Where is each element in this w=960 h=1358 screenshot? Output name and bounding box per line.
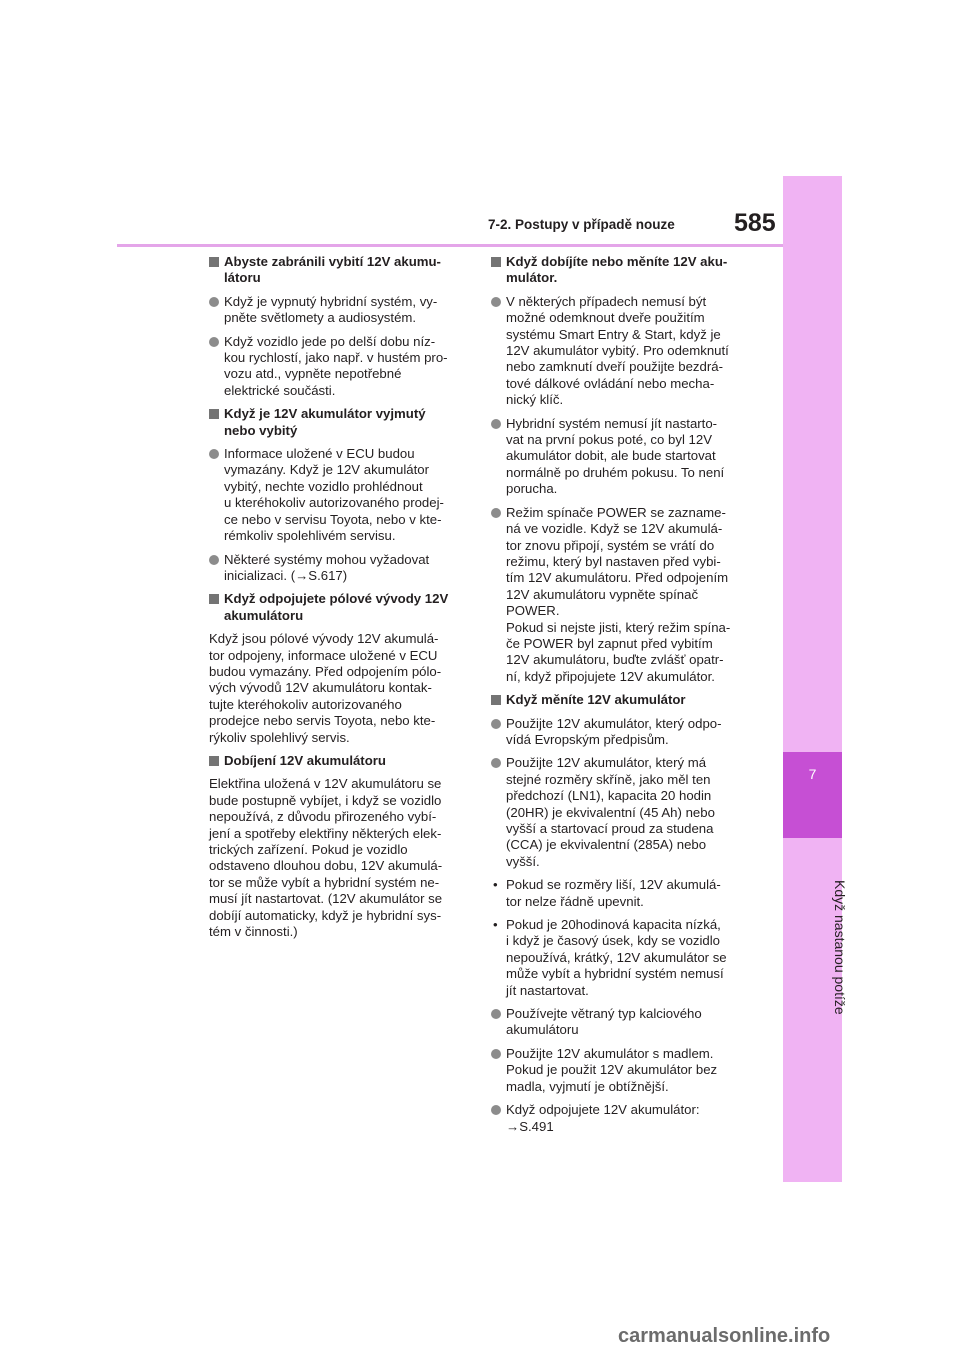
dot-mark-icon: • [493,877,498,893]
bullet-item [209,446,467,544]
chapter-number-box [783,752,842,838]
text-line: ná ve vozidle. Když se 12V akumulá- [506,521,723,537]
square-bullet-icon [491,257,501,267]
text-line: 12V akumulátoru vypněte spínač [506,586,699,602]
text-line: (CCA) je ekvivalentní (285A) nebo [506,837,707,853]
text-line: vymazány. Když je 12V akumulátor [224,462,429,478]
text-line: tor se může vybít a hybridní systém ne- [209,874,440,890]
text-line: může vybít a hybridní systém nemusí [506,966,724,982]
text-line: tor nelze řádně upevnit. [506,893,644,909]
circle-bullet-icon [491,758,501,768]
section-title: 7-2. Postupy v případě nouze [488,217,675,232]
bullet-item [491,294,749,409]
text-line: akumulátoru [506,1022,579,1038]
text-line: i když je časový úsek, kdy se vozidlo [506,933,721,949]
text-line: u kteréhokoliv autorizovaného prodej- [224,495,444,511]
text-line: akumulátor dobit, ale bude startovat [506,448,716,464]
section-heading [209,406,467,439]
text-line: vozu atd., vypněte nepotřebné [224,366,402,382]
bullet-item [209,334,467,400]
text-line: předchozí (LN1), kapacita 20 hodin [506,788,712,804]
text-line: Když je 12V akumulátor vyjmutý [224,406,426,422]
dot-mark-icon: • [493,917,498,933]
bullet-item [209,294,467,327]
section-heading [491,692,749,708]
text-line: nepoužívá, z důvodu přirozeného vybí- [209,809,437,825]
circle-bullet-icon [491,1105,501,1115]
circle-bullet-icon [209,555,219,565]
text-line: možné odemknout dveře použitím [506,310,705,326]
text-line: nepoužívá, krátký, 12V akumulátor se [506,949,727,965]
section-heading [491,254,749,287]
text-line: porucha. [506,481,558,497]
text-line: Informace uložené v ECU budou [224,446,415,462]
text-line: Dobíjení 12V akumulátoru [224,752,386,768]
sub-bullet-item [491,877,749,910]
text-line: inicializaci. (→S.617) [224,567,348,583]
text-line: Abyste zabránili vybití 12V akumu- [224,254,441,269]
circle-bullet-icon [209,297,219,307]
text-line: jení a spotřeby elektřiny některých elek- [209,825,442,841]
text-line: akumulátoru [224,607,304,623]
text-line: režimu, který byl nastaven před vybi- [506,553,721,569]
text-line: Když vozidlo jede po delší dobu níz- [224,333,436,349]
chapter-number: 7 [808,766,817,782]
paragraph [209,776,467,940]
watermark-text[interactable]: carmanualsonline.info [618,1325,831,1347]
text-line: Když odpojujete pólové vývody 12V [224,591,449,607]
chapter-label: Když nastanou potíže [832,880,848,1015]
text-line: nebo vybitý [224,422,298,438]
square-bullet-icon [209,409,219,419]
header-rule [117,244,783,247]
text-line: Pokud se rozměry liší, 12V akumulá- [506,877,721,893]
text-line: nebo zamknutí dveří použijte bezdrá- [506,359,723,375]
text-line: vat na první pokus poté, co byl 12V [506,432,712,448]
text-line: Pokud si nejste jisti, který režim spína- [506,619,731,635]
text-line: 12V akumulátor vybitý. Pro odemknutí [506,343,729,359]
text-line: Používejte větraný typ kalciového [506,1006,702,1022]
circle-bullet-icon [491,719,501,729]
text-line: jít nastartovat. [506,982,589,998]
text-line: tím 12V akumulátoru. Před odpojením [506,570,729,586]
section-heading [209,753,467,769]
text-line: Použijte 12V akumulátor s madlem. [506,1045,714,1061]
text-line: dobíjí automaticky, když je hybridní sys- [209,907,442,923]
text-line: →S.491 [506,1118,554,1134]
text-line: Některé systémy mohou vyžadovat [224,551,430,567]
text-line: Když měníte 12V akumulátor [506,692,686,708]
text-line: madla, vyjmutí je obtížnější. [506,1078,669,1094]
text-line: budou vymazány. Před odpojením pólo- [209,663,442,679]
text-line: Pokud je použit 12V akumulátor bez [506,1062,718,1078]
text-line: Elektřina uložená v 12V akumulátoru se [209,776,442,792]
text-line: prodejce nebo servis Toyota, nebo kte- [209,713,436,729]
text-line: Když odpojujete 12V akumulátor: [506,1102,700,1118]
bullet-item [491,716,749,749]
text-line: mulátor. [506,270,558,286]
text-line: Pokud je 20hodinová kapacita nízká, [506,917,721,933]
sub-bullet-item [491,917,749,999]
circle-bullet-icon [491,297,501,307]
square-bullet-icon [209,257,219,267]
text-line: vyšší a startovací proud za studena [506,821,714,836]
text-line: bude postupně vybíjet, i když se vozidlo [209,792,442,808]
text-line: če POWER byl zapnut před vybitím [506,635,713,651]
text-line: V některých případech nemusí být [506,293,707,309]
text-line: tujte kteréhokoliv autorizovaného [209,696,402,712]
text-line: Když dobíjíte nebo měníte 12V aku- [506,254,728,269]
text-line: rýkoliv spolehlivý servis. [209,729,350,745]
square-bullet-icon [491,695,501,705]
bullet-item [491,755,749,870]
text-line: tor znovu připojí, systém se vrátí do [506,537,715,553]
paragraph [209,631,467,746]
text-line: vých vývodů 12V akumulátoru kontak- [209,680,432,696]
text-line: Hybridní systém nemusí jít nastarto- [506,415,718,431]
text-line: tém v činnosti.) [209,924,298,940]
text-line: odstaveno dlouhou dobu, 12V akumulá- [209,858,443,874]
circle-bullet-icon [491,1009,501,1019]
text-line: vyšší. [506,853,540,869]
text-line: kou rychlostí, jako např. v hustém pro- [224,350,448,366]
text-line: (20HR) je ekvivalentní (45 Ah) nebo [506,804,715,820]
left-column [209,254,467,947]
text-line: Použijte 12V akumulátor, který má [506,755,707,771]
page-number: 585 [734,209,776,237]
bullet-item [491,1102,749,1135]
text-line: vídá Evropským předpisům. [506,731,669,747]
circle-bullet-icon [209,449,219,459]
section-heading [209,591,467,624]
text-line: systému Smart Entry & Start, když je [506,326,721,342]
bullet-item [491,1046,749,1095]
right-column [491,254,749,1142]
text-line: pněte světlomety a audiosystém. [224,310,417,326]
text-line: ní, když připojujete 12V akumulátor. [506,668,715,684]
text-line: 12V akumulátoru, buďte zvlášť opatr- [506,652,724,668]
bullet-item [491,505,749,685]
bullet-item [491,1006,749,1039]
text-line: rémkoliv spolehlivém servisu. [224,528,396,544]
text-line: Použijte 12V akumulátor, který odpo- [506,715,722,731]
text-line: normálně po druhém pokusu. To není [506,464,725,480]
bullet-item [209,552,467,585]
text-line: musí jít nastartovat. (12V akumulátor se [209,891,443,907]
circle-bullet-icon [491,508,501,518]
square-bullet-icon [209,594,219,604]
bullet-item [491,416,749,498]
section-heading [209,254,467,287]
text-line: trických zařízení. Pokud je vozidlo [209,842,408,857]
chapter-side-tab [783,176,842,1182]
text-line: Když je vypnutý hybridní systém, vy- [224,293,438,309]
text-line: stejné rozměry skříně, jako měl ten [506,771,711,787]
square-bullet-icon [209,756,219,766]
text-line: Režim spínače POWER se zazname- [506,504,726,520]
text-line: POWER. [506,603,560,619]
text-line: tor odpojeny, informace uložené v ECU [209,647,438,663]
text-line: nický klíč. [506,392,564,408]
circle-bullet-icon [491,419,501,429]
text-line: látoru [224,270,261,286]
text-line: Když jsou pólové vývody 12V akumulá- [209,631,439,647]
text-line: elektrické součásti. [224,382,336,398]
circle-bullet-icon [491,1049,501,1059]
circle-bullet-icon [209,337,219,347]
text-line: ce nebo v servisu Toyota, nebo v kte- [224,511,442,527]
text-line: tové dálkové ovládání nebo mecha- [506,375,715,391]
text-line: vybitý, nechte vozidlo prohlédnout [224,478,423,494]
